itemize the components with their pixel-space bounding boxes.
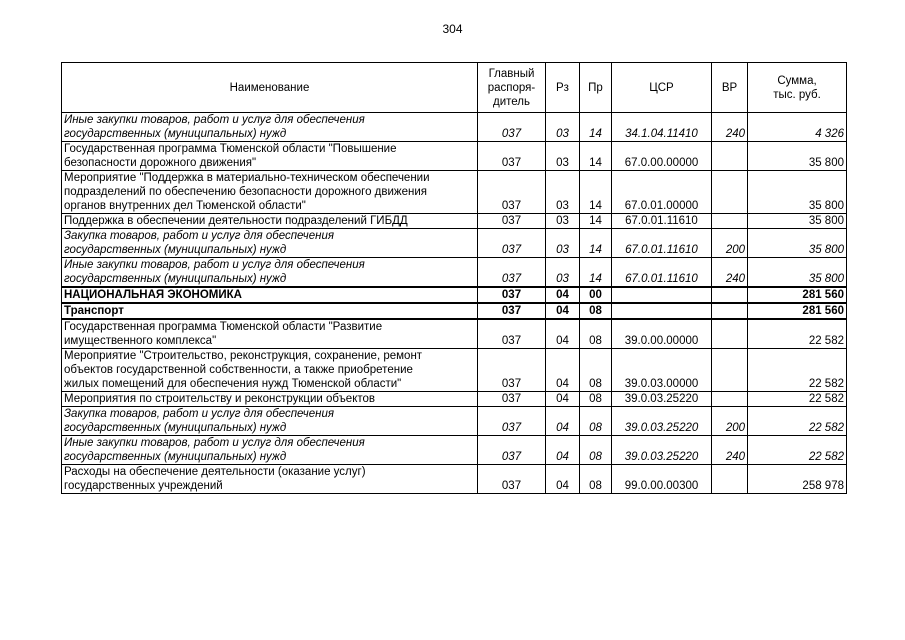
- cell-sum: 258 978: [748, 465, 847, 494]
- table-row: [62, 214, 847, 229]
- cell-name-line: жилых помещений для обеспечения нужд Тюменской области": [64, 378, 402, 390]
- cell-name-line: Иные закупки товаров, работ и услуг для обеспечения: [64, 114, 365, 126]
- cell-sum: 35 800: [748, 229, 847, 258]
- cell-sum: 22 582: [748, 392, 847, 407]
- cell-csr: 67.0.00.00000: [612, 142, 712, 171]
- cell-sum: 22 582: [748, 407, 847, 436]
- cell-csr: 67.0.01.11610: [612, 214, 712, 229]
- cell-vr: 240: [712, 258, 748, 288]
- cell-gr: 037: [478, 436, 546, 465]
- cell-name-line: государственных (муниципальных) нужд: [64, 273, 287, 285]
- table-row: [62, 349, 847, 392]
- cell-name: [62, 319, 478, 349]
- table-row: [62, 113, 847, 142]
- cell-name-line: государственных (муниципальных) нужд: [64, 422, 287, 434]
- cell-pr: 14: [580, 229, 612, 258]
- cell-sum: 281 560: [748, 287, 847, 303]
- cell-gr: 037: [478, 171, 546, 214]
- cell-pr: 08: [580, 465, 612, 494]
- header-sum: [748, 63, 847, 113]
- cell-csr: 39.0.03.25220: [612, 407, 712, 436]
- cell-csr: 67.0.01.00000: [612, 171, 712, 214]
- cell-sum: 22 582: [748, 436, 847, 465]
- cell-gr: 037: [478, 287, 546, 303]
- budget-table: [61, 62, 847, 494]
- cell-rz: 03: [546, 229, 580, 258]
- cell-name-line: Государственная программа Тюменской области "Развитие: [64, 321, 383, 333]
- cell-name-line: Мероприятие "Поддержка в материально-техническом обеспечении: [64, 172, 430, 184]
- cell-name-line: государственных (муниципальных) нужд: [64, 451, 287, 463]
- cell-rz: 04: [546, 392, 580, 407]
- cell-csr: 39.0.03.00000: [612, 349, 712, 392]
- cell-name-line: государственных (муниципальных) нужд: [64, 128, 287, 140]
- cell-name-line: Расходы на обеспечение деятельности (оказание услуг): [64, 466, 366, 478]
- cell-rz: 04: [546, 465, 580, 494]
- cell-vr: [712, 392, 748, 407]
- cell-pr: 08: [580, 349, 612, 392]
- cell-gr: 037: [478, 113, 546, 142]
- cell-name: [62, 392, 478, 407]
- cell-sum: 22 582: [748, 319, 847, 349]
- header-gr-line: распоря-: [487, 81, 536, 94]
- cell-sum: 35 800: [748, 142, 847, 171]
- cell-name: [62, 465, 478, 494]
- cell-rz: 03: [546, 142, 580, 171]
- header-vr: ВР: [712, 63, 748, 113]
- table-row: [62, 407, 847, 436]
- cell-gr: 037: [478, 214, 546, 229]
- cell-name-line: Иные закупки товаров, работ и услуг для обеспечения: [64, 259, 365, 271]
- cell-rz: 04: [546, 319, 580, 349]
- cell-gr: 037: [478, 349, 546, 392]
- cell-vr: [712, 319, 748, 349]
- cell-pr: 14: [580, 258, 612, 288]
- cell-pr: 08: [580, 303, 612, 319]
- cell-pr: 14: [580, 214, 612, 229]
- cell-vr: [712, 349, 748, 392]
- table-row: [62, 319, 847, 349]
- cell-name-line: имущественного комплекса": [64, 335, 217, 347]
- cell-rz: 03: [546, 214, 580, 229]
- cell-name: [62, 214, 478, 229]
- cell-pr: 08: [580, 319, 612, 349]
- cell-csr: 99.0.00.00300: [612, 465, 712, 494]
- header-name: Наименование: [62, 63, 478, 113]
- cell-name-line: органов внутренних дел Тюменской области": [64, 200, 306, 212]
- table-row: [62, 229, 847, 258]
- cell-gr: 037: [478, 142, 546, 171]
- cell-vr: [712, 303, 748, 319]
- cell-name: [62, 171, 478, 214]
- cell-vr: 240: [712, 113, 748, 142]
- cell-gr: 037: [478, 303, 546, 319]
- cell-name: [62, 349, 478, 392]
- cell-sum: 35 800: [748, 171, 847, 214]
- cell-name-line: государственных учреждений: [64, 480, 223, 492]
- cell-sum: 281 560: [748, 303, 847, 319]
- header-gr-line: Главный: [488, 67, 535, 80]
- cell-name: [62, 258, 478, 288]
- cell-gr: 037: [478, 258, 546, 288]
- cell-name: [62, 287, 478, 303]
- table-row: [62, 436, 847, 465]
- table-row: [62, 392, 847, 407]
- cell-name-line: Транспорт: [64, 305, 124, 317]
- header-csr: ЦСР: [612, 63, 712, 113]
- cell-rz: 04: [546, 407, 580, 436]
- cell-csr: [612, 303, 712, 319]
- cell-csr: 39.0.00.00000: [612, 319, 712, 349]
- cell-name: [62, 407, 478, 436]
- cell-gr: 037: [478, 229, 546, 258]
- cell-rz: 04: [546, 287, 580, 303]
- cell-name-line: Государственная программа Тюменской области "Повышение: [64, 143, 397, 155]
- cell-name-line: НАЦИОНАЛЬНАЯ ЭКОНОМИКА: [64, 289, 242, 301]
- header-sum-line: Сумма,: [777, 74, 817, 87]
- cell-sum: 35 800: [748, 258, 847, 288]
- cell-vr: 200: [712, 407, 748, 436]
- cell-pr: 08: [580, 407, 612, 436]
- table-row: [62, 171, 847, 214]
- header-rz: Рз: [546, 63, 580, 113]
- table-row: [62, 142, 847, 171]
- cell-name-line: Закупка товаров, работ и услуг для обеспечения: [64, 408, 335, 420]
- cell-name-line: Поддержка в обеспечении деятельности подразделений ГИБДД: [64, 215, 408, 227]
- page-number: 304: [442, 22, 463, 36]
- cell-csr: 39.0.03.25220: [612, 392, 712, 407]
- cell-name: [62, 142, 478, 171]
- cell-rz: 03: [546, 113, 580, 142]
- cell-name-line: объектов государственной собственности, а также приобретение: [64, 364, 413, 376]
- cell-rz: 03: [546, 171, 580, 214]
- cell-vr: 240: [712, 436, 748, 465]
- table-body: [62, 113, 847, 494]
- cell-rz: 04: [546, 349, 580, 392]
- cell-pr: 14: [580, 142, 612, 171]
- cell-pr: 08: [580, 436, 612, 465]
- cell-pr: 08: [580, 392, 612, 407]
- cell-sum: 22 582: [748, 349, 847, 392]
- header-gr: [478, 63, 546, 113]
- cell-vr: [712, 171, 748, 214]
- cell-csr: [612, 287, 712, 303]
- table-row: [62, 303, 847, 319]
- cell-name-line: Мероприятия по строительству и реконструкции объектов: [64, 393, 376, 405]
- cell-sum: 35 800: [748, 214, 847, 229]
- cell-vr: [712, 287, 748, 303]
- cell-csr: 39.0.03.25220: [612, 436, 712, 465]
- cell-gr: 037: [478, 392, 546, 407]
- cell-csr: 67.0.01.11610: [612, 229, 712, 258]
- cell-csr: 34.1.04.11410: [612, 113, 712, 142]
- cell-name: [62, 303, 478, 319]
- cell-csr: 67.0.01.11610: [612, 258, 712, 288]
- cell-rz: 03: [546, 258, 580, 288]
- table-row: [62, 258, 847, 288]
- cell-vr: [712, 214, 748, 229]
- cell-gr: 037: [478, 407, 546, 436]
- cell-name-line: Мероприятие "Строительство, реконструкция, сохранение, ремонт: [64, 350, 423, 362]
- header-sum-line: тыс. руб.: [773, 88, 821, 101]
- cell-sum: 4 326: [748, 113, 847, 142]
- cell-name: [62, 436, 478, 465]
- cell-name: [62, 229, 478, 258]
- cell-gr: 037: [478, 319, 546, 349]
- cell-rz: 04: [546, 303, 580, 319]
- cell-name-line: государственных (муниципальных) нужд: [64, 244, 287, 256]
- cell-gr: 037: [478, 465, 546, 494]
- cell-vr: [712, 465, 748, 494]
- table-row: [62, 465, 847, 494]
- cell-vr: 200: [712, 229, 748, 258]
- header-gr-line: дитель: [493, 95, 530, 108]
- cell-name-line: подразделений по обеспечению безопасности дорожного движения: [64, 186, 427, 198]
- cell-name-line: Закупка товаров, работ и услуг для обеспечения: [64, 230, 335, 242]
- cell-name-line: безопасности дорожного движения": [64, 157, 257, 169]
- cell-vr: [712, 142, 748, 171]
- cell-pr: 14: [580, 113, 612, 142]
- table-row: [62, 287, 847, 303]
- cell-pr: 14: [580, 171, 612, 214]
- cell-name-line: Иные закупки товаров, работ и услуг для обеспечения: [64, 437, 365, 449]
- cell-pr: 00: [580, 287, 612, 303]
- cell-name: [62, 113, 478, 142]
- header-row: [62, 63, 847, 113]
- header-pr: Пр: [580, 63, 612, 113]
- cell-rz: 04: [546, 436, 580, 465]
